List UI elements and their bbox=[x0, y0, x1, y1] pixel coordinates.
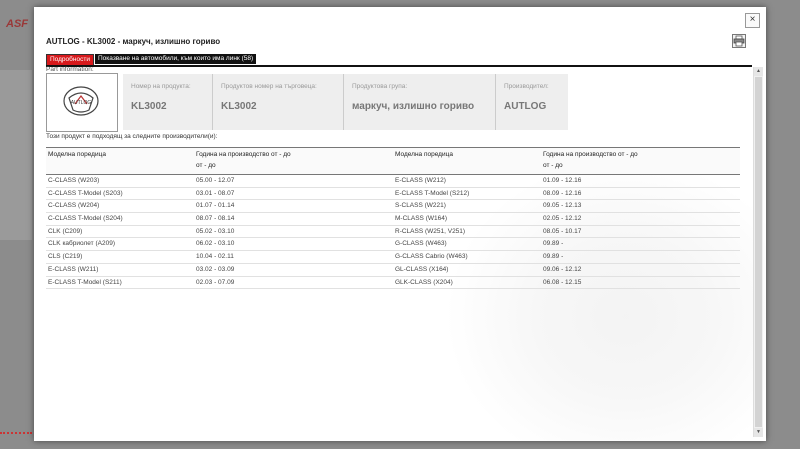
info-manufacturer bbox=[495, 74, 569, 130]
model-cell: E-CLASS (W212) bbox=[395, 177, 446, 184]
tab-bar bbox=[46, 54, 752, 67]
scroll-down-arrow-icon[interactable]: ▼ bbox=[754, 428, 763, 437]
model-cell: C-CLASS T-Model (S204) bbox=[48, 215, 123, 223]
years-cell: 08.09 - 12.16 bbox=[543, 189, 582, 197]
years-cell: 01.07 - 01.14 bbox=[196, 202, 235, 210]
brand-logo-box bbox=[46, 73, 118, 132]
svg-text:AUTLOG: AUTLOG bbox=[70, 100, 92, 106]
info-value: AUTLOG bbox=[504, 101, 547, 112]
years-cell: 10.04 - 02.11 bbox=[196, 253, 234, 261]
table-row bbox=[46, 175, 740, 188]
years-cell: 06.08 - 12.15 bbox=[543, 278, 582, 286]
model-cell: CLK (C209) bbox=[48, 227, 83, 235]
part-info-label: Part information: bbox=[46, 66, 94, 73]
product-info-panel bbox=[123, 74, 568, 130]
table-row bbox=[46, 213, 740, 226]
print-icon[interactable] bbox=[732, 34, 746, 48]
model-cell: S-CLASS (W221) bbox=[395, 202, 446, 210]
autlog-logo-icon bbox=[61, 84, 101, 118]
header-production-year-right: Година на производство от - до bbox=[543, 151, 638, 158]
years-cell: 09.89 - bbox=[543, 240, 564, 248]
table-row bbox=[46, 188, 740, 201]
background-divider bbox=[0, 432, 32, 438]
table-header bbox=[46, 147, 740, 175]
model-cell: M-CLASS (W164) bbox=[395, 215, 448, 223]
info-label: Номер на продукта: bbox=[131, 83, 191, 90]
tab-linked-vehicles[interactable]: Показване на автомобили, към които има линк (58) bbox=[95, 54, 256, 64]
info-value: KL3002 bbox=[131, 101, 167, 112]
model-cell: E-CLASS T-Model (S212) bbox=[395, 189, 470, 197]
model-cell: CLK кабриолет (A209) bbox=[48, 240, 115, 248]
model-cell: E-CLASS T-Model (S211) bbox=[48, 278, 122, 286]
years-cell: 05.02 - 03.10 bbox=[196, 227, 235, 235]
years-cell: 02.05 - 12.12 bbox=[543, 215, 582, 223]
tab-details[interactable]: Подробности bbox=[46, 54, 94, 65]
info-label: Производител: bbox=[504, 83, 549, 90]
model-cell: C-CLASS (W203) bbox=[48, 177, 100, 184]
info-product-number bbox=[123, 74, 211, 130]
table-row bbox=[46, 226, 740, 239]
header-model-series-right: Моделна поредица bbox=[395, 151, 453, 158]
header-sub-right: от - до bbox=[543, 162, 563, 169]
info-label: Продуктова група: bbox=[352, 83, 408, 90]
model-cell: GLK-CLASS (X204) bbox=[395, 278, 453, 286]
background-sidebar bbox=[0, 70, 32, 240]
model-cell: G-CLASS (W463) bbox=[395, 240, 447, 248]
model-cell: GL-CLASS (X164) bbox=[395, 265, 449, 273]
info-value: KL3002 bbox=[221, 101, 257, 112]
table-row bbox=[46, 251, 740, 264]
scroll-up-arrow-icon[interactable]: ▲ bbox=[754, 67, 763, 76]
years-cell: 03.02 - 03.09 bbox=[196, 265, 235, 273]
compatibility-label: Този продукт е подходящ за следните производители(и): bbox=[46, 133, 218, 140]
info-product-group bbox=[343, 74, 494, 130]
header-sub-left: от - до bbox=[196, 162, 216, 169]
model-cell: R-CLASS (W251, V251) bbox=[395, 227, 466, 235]
model-cell: C-CLASS T-Model (S203) bbox=[48, 189, 123, 197]
header-production-year-left: Година на производство от - до bbox=[196, 151, 291, 158]
years-cell: 03.01 - 08.07 bbox=[196, 189, 235, 197]
background-brand-logo: ASF bbox=[6, 18, 28, 30]
close-button[interactable]: × bbox=[745, 13, 760, 28]
modal-title: AUTLOG - KL3002 - маркуч, излишно гориво bbox=[46, 37, 221, 46]
years-cell: 09.05 - 12.13 bbox=[543, 202, 582, 210]
years-cell: 08.07 - 08.14 bbox=[196, 215, 235, 223]
years-cell: 09.89 - bbox=[543, 253, 564, 261]
info-label: Продуктов номер на търговеца: bbox=[221, 83, 317, 90]
header-model-series-left: Моделна поредица bbox=[48, 151, 106, 158]
years-cell: 08.05 - 10.17 bbox=[543, 227, 582, 235]
model-cell: C-CLASS (W204) bbox=[48, 202, 100, 210]
info-dealer-number bbox=[212, 74, 333, 130]
years-cell: 09.06 - 12.12 bbox=[543, 265, 582, 273]
table-row bbox=[46, 277, 740, 290]
model-cell: CLS (C219) bbox=[48, 253, 83, 261]
table-row bbox=[46, 238, 740, 251]
compatibility-table bbox=[46, 147, 740, 289]
scroll-thumb[interactable] bbox=[755, 77, 762, 427]
model-cell: G-CLASS Cabrio (W463) bbox=[395, 253, 468, 261]
years-cell: 01.09 - 12.16 bbox=[543, 177, 582, 184]
product-details-modal bbox=[34, 7, 766, 441]
years-cell: 02.03 - 07.09 bbox=[196, 278, 235, 286]
years-cell: 05.00 - 12.07 bbox=[196, 177, 235, 184]
years-cell: 06.02 - 03.10 bbox=[196, 240, 235, 248]
table-row bbox=[46, 200, 740, 213]
model-cell: E-CLASS (W211) bbox=[48, 265, 99, 273]
vertical-scrollbar[interactable] bbox=[753, 67, 763, 437]
table-row bbox=[46, 264, 740, 277]
info-value: маркуч, излишно гориво bbox=[352, 101, 475, 112]
